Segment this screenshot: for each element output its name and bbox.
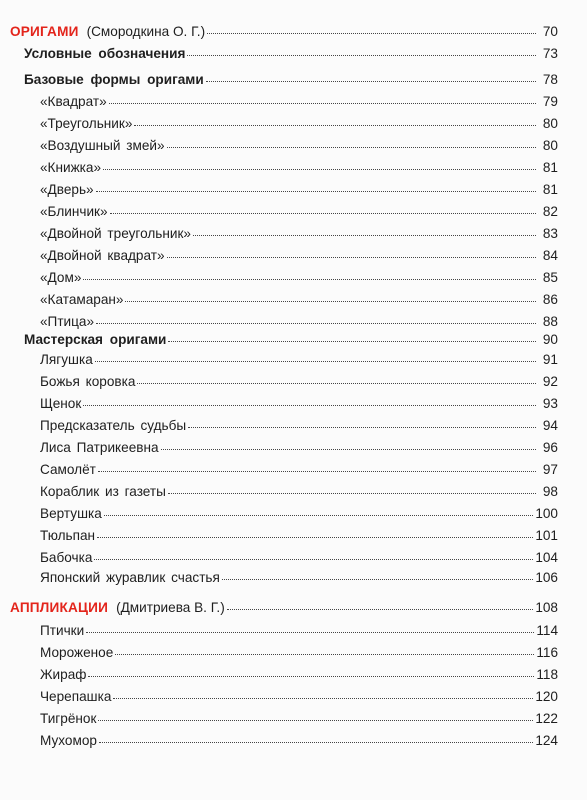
toc-entry-row[interactable] (40, 440, 558, 456)
section-title: ОРИГАМИ (10, 24, 79, 39)
toc-entry-label: Тюльпан (40, 528, 96, 543)
dot-leader (227, 609, 534, 610)
toc-entry-row[interactable] (40, 645, 558, 661)
toc-entry-row[interactable] (40, 248, 558, 264)
dot-leader (98, 720, 533, 721)
page-number: 97 (542, 462, 558, 477)
page-number: 96 (542, 440, 558, 455)
dot-leader (168, 341, 536, 342)
page-number: 98 (542, 484, 558, 499)
dot-leader (161, 449, 536, 450)
toc-entry-label: Бабочка (40, 550, 93, 565)
toc-entry-label: «Двойной квадрат» (40, 248, 165, 263)
toc-entry-label: Вертушка (40, 506, 102, 521)
dot-leader (187, 55, 536, 56)
toc-entry-row[interactable] (40, 711, 558, 727)
dot-leader (99, 742, 533, 743)
toc-entry-label: Жираф (40, 667, 87, 682)
toc-entry-label: «Двойной треугольник» (40, 226, 191, 241)
toc-entry-row[interactable] (40, 528, 558, 544)
page-number: 104 (535, 550, 558, 565)
page-number: 118 (536, 667, 558, 682)
toc-entry-row[interactable] (40, 182, 558, 198)
dot-leader (137, 383, 536, 384)
dot-leader (188, 427, 536, 428)
dot-leader (98, 471, 536, 472)
page-number: 81 (542, 160, 558, 175)
page-number: 93 (542, 396, 558, 411)
toc-entry-row[interactable] (40, 138, 558, 154)
dot-leader (207, 33, 536, 34)
toc-entry-label: Самолёт (40, 462, 96, 477)
toc-heading-label: Мастерская оригами (24, 332, 167, 347)
page-number: 122 (535, 711, 558, 726)
dot-leader (104, 515, 534, 516)
section-title: АППЛИКАЦИИ (10, 600, 109, 615)
dot-leader (167, 257, 536, 258)
dot-leader (94, 559, 533, 560)
toc-entry-row[interactable] (40, 94, 558, 110)
toc-entry-label: «Воздушный змей» (40, 138, 165, 153)
toc-entry-row[interactable] (40, 270, 558, 286)
toc-entry-row[interactable] (40, 314, 558, 330)
toc-heading-row[interactable] (24, 46, 558, 62)
dot-leader (168, 493, 536, 494)
toc-entry-label: «Квадрат» (40, 94, 107, 109)
dot-leader (97, 537, 533, 538)
toc-entry-label: Божья коровка (40, 374, 136, 389)
page-number: 114 (536, 623, 558, 638)
toc-entry-label: Предсказатель судьбы (40, 418, 187, 433)
toc-entry-row[interactable] (40, 462, 558, 478)
page-number: 81 (542, 182, 558, 197)
toc-entry-row[interactable] (40, 667, 558, 683)
page-number: 80 (542, 138, 558, 153)
toc-entry-label: Птички (40, 623, 85, 638)
page-number: 73 (542, 46, 558, 61)
toc-entry-label: Кораблик из газеты (40, 484, 166, 499)
page-number: 79 (542, 94, 558, 109)
toc-entry-row[interactable] (40, 160, 558, 176)
page-number: 92 (542, 374, 558, 389)
page-number: 120 (535, 689, 558, 704)
toc-entry-label: «Блинчик» (40, 204, 108, 219)
toc-entry-row[interactable] (40, 550, 558, 566)
page-number: 116 (536, 645, 558, 660)
toc-entry-label: Японский журавлик счастья (40, 570, 220, 585)
toc-entry-row[interactable] (40, 292, 558, 308)
dot-leader (109, 103, 536, 104)
page-number: 106 (535, 570, 558, 585)
page-number: 94 (542, 418, 558, 433)
toc-entry-row[interactable] (40, 623, 558, 639)
toc-entry-label: Мухомор (40, 733, 97, 748)
toc-entry-label: Лягушка (40, 352, 93, 367)
toc-entry-label: Мороженое (40, 645, 114, 660)
toc-entry-row[interactable] (40, 506, 558, 522)
toc-entry-row[interactable] (40, 396, 558, 412)
dot-leader (167, 147, 536, 148)
toc-section-label (10, 24, 205, 40)
toc-entry-row[interactable] (40, 570, 558, 586)
toc-heading-label: Условные обозначения (24, 46, 186, 61)
page-number: 80 (542, 116, 558, 131)
page-number: 101 (535, 528, 558, 543)
section-author: (Смородкина О. Г.) (86, 24, 206, 39)
dot-leader (206, 81, 536, 82)
dot-leader (110, 213, 536, 214)
page-number: 124 (535, 733, 558, 748)
toc-heading-row[interactable] (24, 332, 558, 348)
toc-entry-label: «Катамаран» (40, 292, 124, 307)
toc-entry-row[interactable] (40, 484, 558, 500)
dot-leader (88, 676, 534, 677)
dot-leader (134, 125, 536, 126)
toc-entry-label: «Книжка» (40, 160, 102, 175)
page-number: 84 (542, 248, 558, 263)
toc-entry-row[interactable] (40, 418, 558, 434)
toc-heading-label: Базовые формы оригами (24, 72, 204, 87)
dot-leader (96, 191, 536, 192)
toc-entry-row[interactable] (40, 374, 558, 390)
dot-leader (86, 632, 534, 633)
page-number: 86 (542, 292, 558, 307)
page-number: 88 (542, 314, 558, 329)
toc-heading-row[interactable] (24, 72, 558, 88)
toc-entry-row[interactable] (40, 733, 558, 749)
page-number: 108 (535, 600, 558, 615)
toc-entry-label: Черепашка (40, 689, 112, 704)
dot-leader (103, 169, 536, 170)
page-number: 70 (542, 24, 558, 39)
toc-entry-label: «Дом» (40, 270, 82, 285)
dot-leader (95, 361, 536, 362)
dot-leader (83, 405, 536, 406)
toc-entry-label: «Птица» (40, 314, 95, 329)
dot-leader (125, 301, 536, 302)
section-author: (Дмитриева В. Г.) (116, 600, 225, 615)
toc-entry-row[interactable] (40, 226, 558, 242)
page-number: 83 (542, 226, 558, 241)
page-number: 100 (535, 506, 558, 521)
toc-section-label (10, 600, 225, 616)
toc-section-row[interactable] (10, 24, 558, 40)
dot-leader (96, 323, 536, 324)
toc-entry-label: Тигрёнок (40, 711, 97, 726)
page-number: 82 (542, 204, 558, 219)
dot-leader (115, 654, 534, 655)
toc-entry-row[interactable] (40, 204, 558, 220)
page-number: 78 (542, 72, 558, 87)
toc-entry-label: «Треугольник» (40, 116, 133, 131)
toc-entry-label: Лиса Патрикеевна (40, 440, 159, 455)
dot-leader (222, 579, 533, 580)
toc-entry-row[interactable] (40, 689, 558, 705)
toc-entry-row[interactable] (40, 116, 558, 132)
page-number: 91 (542, 352, 558, 367)
dot-leader (193, 235, 536, 236)
toc-entry-label: Щенок (40, 396, 82, 411)
toc-section-row[interactable] (10, 600, 558, 616)
toc-entry-row[interactable] (40, 352, 558, 368)
dot-leader (113, 698, 533, 699)
dot-leader (83, 279, 536, 280)
page-number: 90 (542, 332, 558, 347)
toc-entry-label: «Дверь» (40, 182, 94, 197)
page-number: 85 (542, 270, 558, 285)
